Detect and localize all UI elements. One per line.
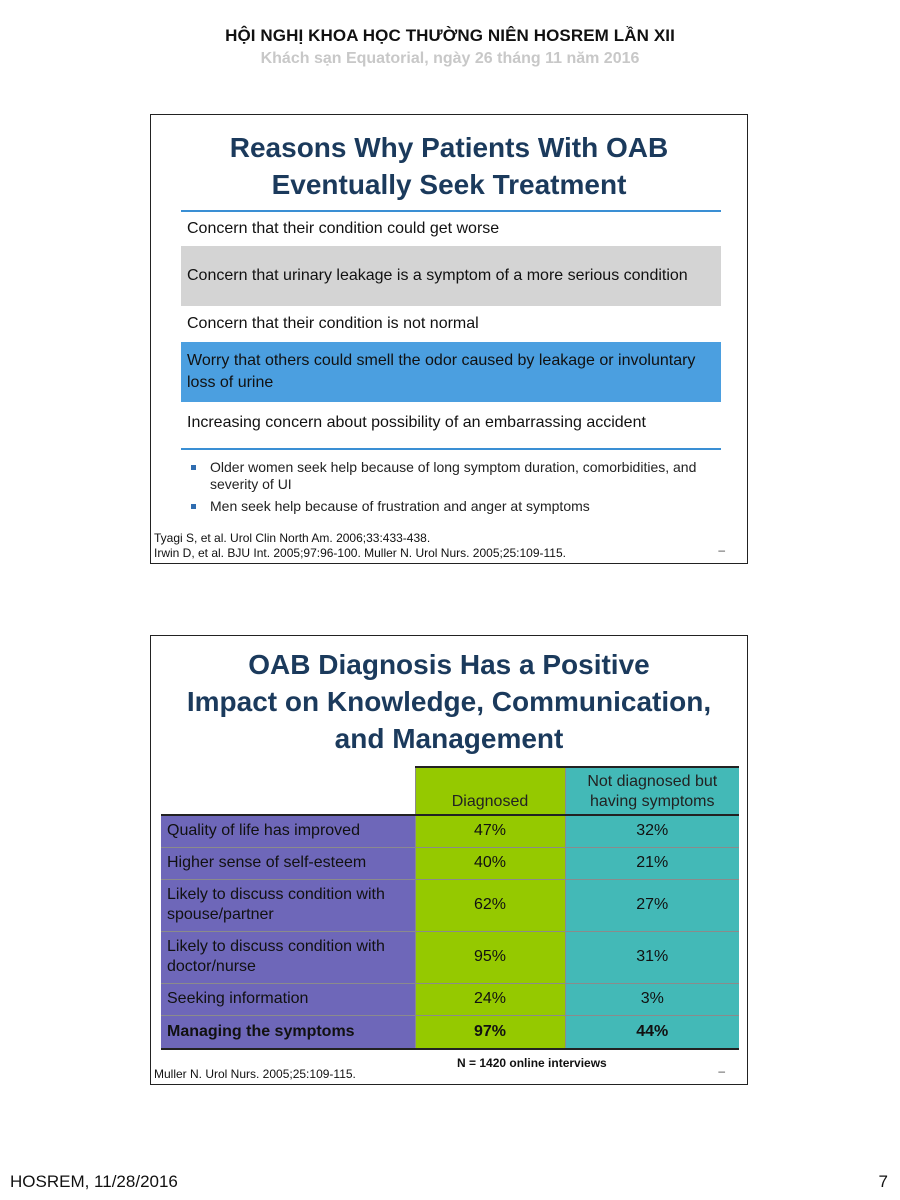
bullet-list [187,459,727,520]
table-row [161,983,739,1015]
slide-diagnosis [150,635,748,1085]
slide2-title [151,646,747,757]
reason-item: Increasing concern about possibility of an embarrassing accident [187,414,646,431]
header-blank [161,767,415,815]
reason-item: Concern that their condition is not normal [187,315,479,332]
footer-label: HOSREM, 11/28/2016 [10,1172,178,1191]
slide1-title-line2: Eventually Seek Treatment [271,169,627,200]
diagnosed-value: 97% [415,1015,565,1049]
slide2-title-line2: Impact on Knowledge, Communication, [186,686,712,717]
not-diagnosed-value: 31% [565,931,739,983]
table-header-row [161,767,739,815]
header-diagnosed: Diagnosed [415,767,565,815]
reference: Muller N. Urol Nurs. 2005;25:109-115. [154,1067,356,1081]
slide-dash: – [718,1064,725,1078]
table-row [161,847,739,879]
references [154,531,566,561]
bullet-text: Men seek help because of frustration and anger at symptoms [210,498,590,514]
table-row [161,931,739,983]
diagnosed-value: 47% [415,815,565,847]
diagnosed-value: 24% [415,983,565,1015]
page-header [0,26,900,68]
not-diagnosed-value: 44% [565,1015,739,1049]
diagnosis-table [161,766,739,1050]
not-diagnosed-value: 21% [565,847,739,879]
table-row [161,815,739,847]
sample-size-note: N = 1420 online interviews [457,1056,607,1070]
diagnosed-value: 95% [415,931,565,983]
bullet-item [187,498,727,515]
row-label: Managing the symptoms [161,1015,415,1049]
header-not-diagnosed: Not diagnosed but having symptoms [565,767,739,815]
row-label: Seeking information [161,983,415,1015]
bullet-text: Older women seek help because of long symptom duration, comorbidities, and severity of UI [210,459,697,492]
slide1-title [151,129,747,203]
square-bullet-icon [191,465,196,470]
row-label: Quality of life has improved [161,815,415,847]
table-row [161,1015,739,1049]
reason-item: Concern that urinary leakage is a symptom of a more serious condition [181,246,721,306]
slide2-title-line3: and Management [334,723,564,754]
reference-2: Irwin D, et al. BJU Int. 2005;97:96-100. Muller N. Urol Nurs. 2005;25:109-115. [154,546,566,560]
row-label: Higher sense of self-esteem [161,847,415,879]
slide1-title-line1: Reasons Why Patients With OAB [229,132,669,163]
page-number: 7 [878,1172,888,1191]
square-bullet-icon [191,504,196,509]
reasons-list [181,210,721,450]
reason-item: Worry that others could smell the odor caused by leakage or involuntary loss of urine [181,342,721,402]
bullet-item [187,459,727,493]
divider [181,448,721,450]
diagnosed-value: 62% [415,879,565,931]
not-diagnosed-value: 27% [565,879,739,931]
reference-1: Tyagi S, et al. Urol Clin North Am. 2006;33:433-438. [154,531,431,545]
not-diagnosed-value: 3% [565,983,739,1015]
row-label: Likely to discuss condition with doctor/nurse [161,931,415,983]
table-row [161,879,739,931]
not-diagnosed-value: 32% [565,815,739,847]
row-label: Likely to discuss condition with spouse/partner [161,879,415,931]
venue-date: Khách sạn Equatorial, ngày 26 tháng 11 năm 2016 [260,50,640,67]
slide-dash: – [718,543,725,557]
reason-item: Concern that their condition could get worse [187,220,500,237]
slide2-title-line1: OAB Diagnosis Has a Positive [248,649,650,680]
slide-reasons [150,114,748,564]
diagnosed-value: 40% [415,847,565,879]
conference-title: HỘI NGHỊ KHOA HỌC THƯỜNG NIÊN HOSREM LẦN XII [225,26,675,45]
